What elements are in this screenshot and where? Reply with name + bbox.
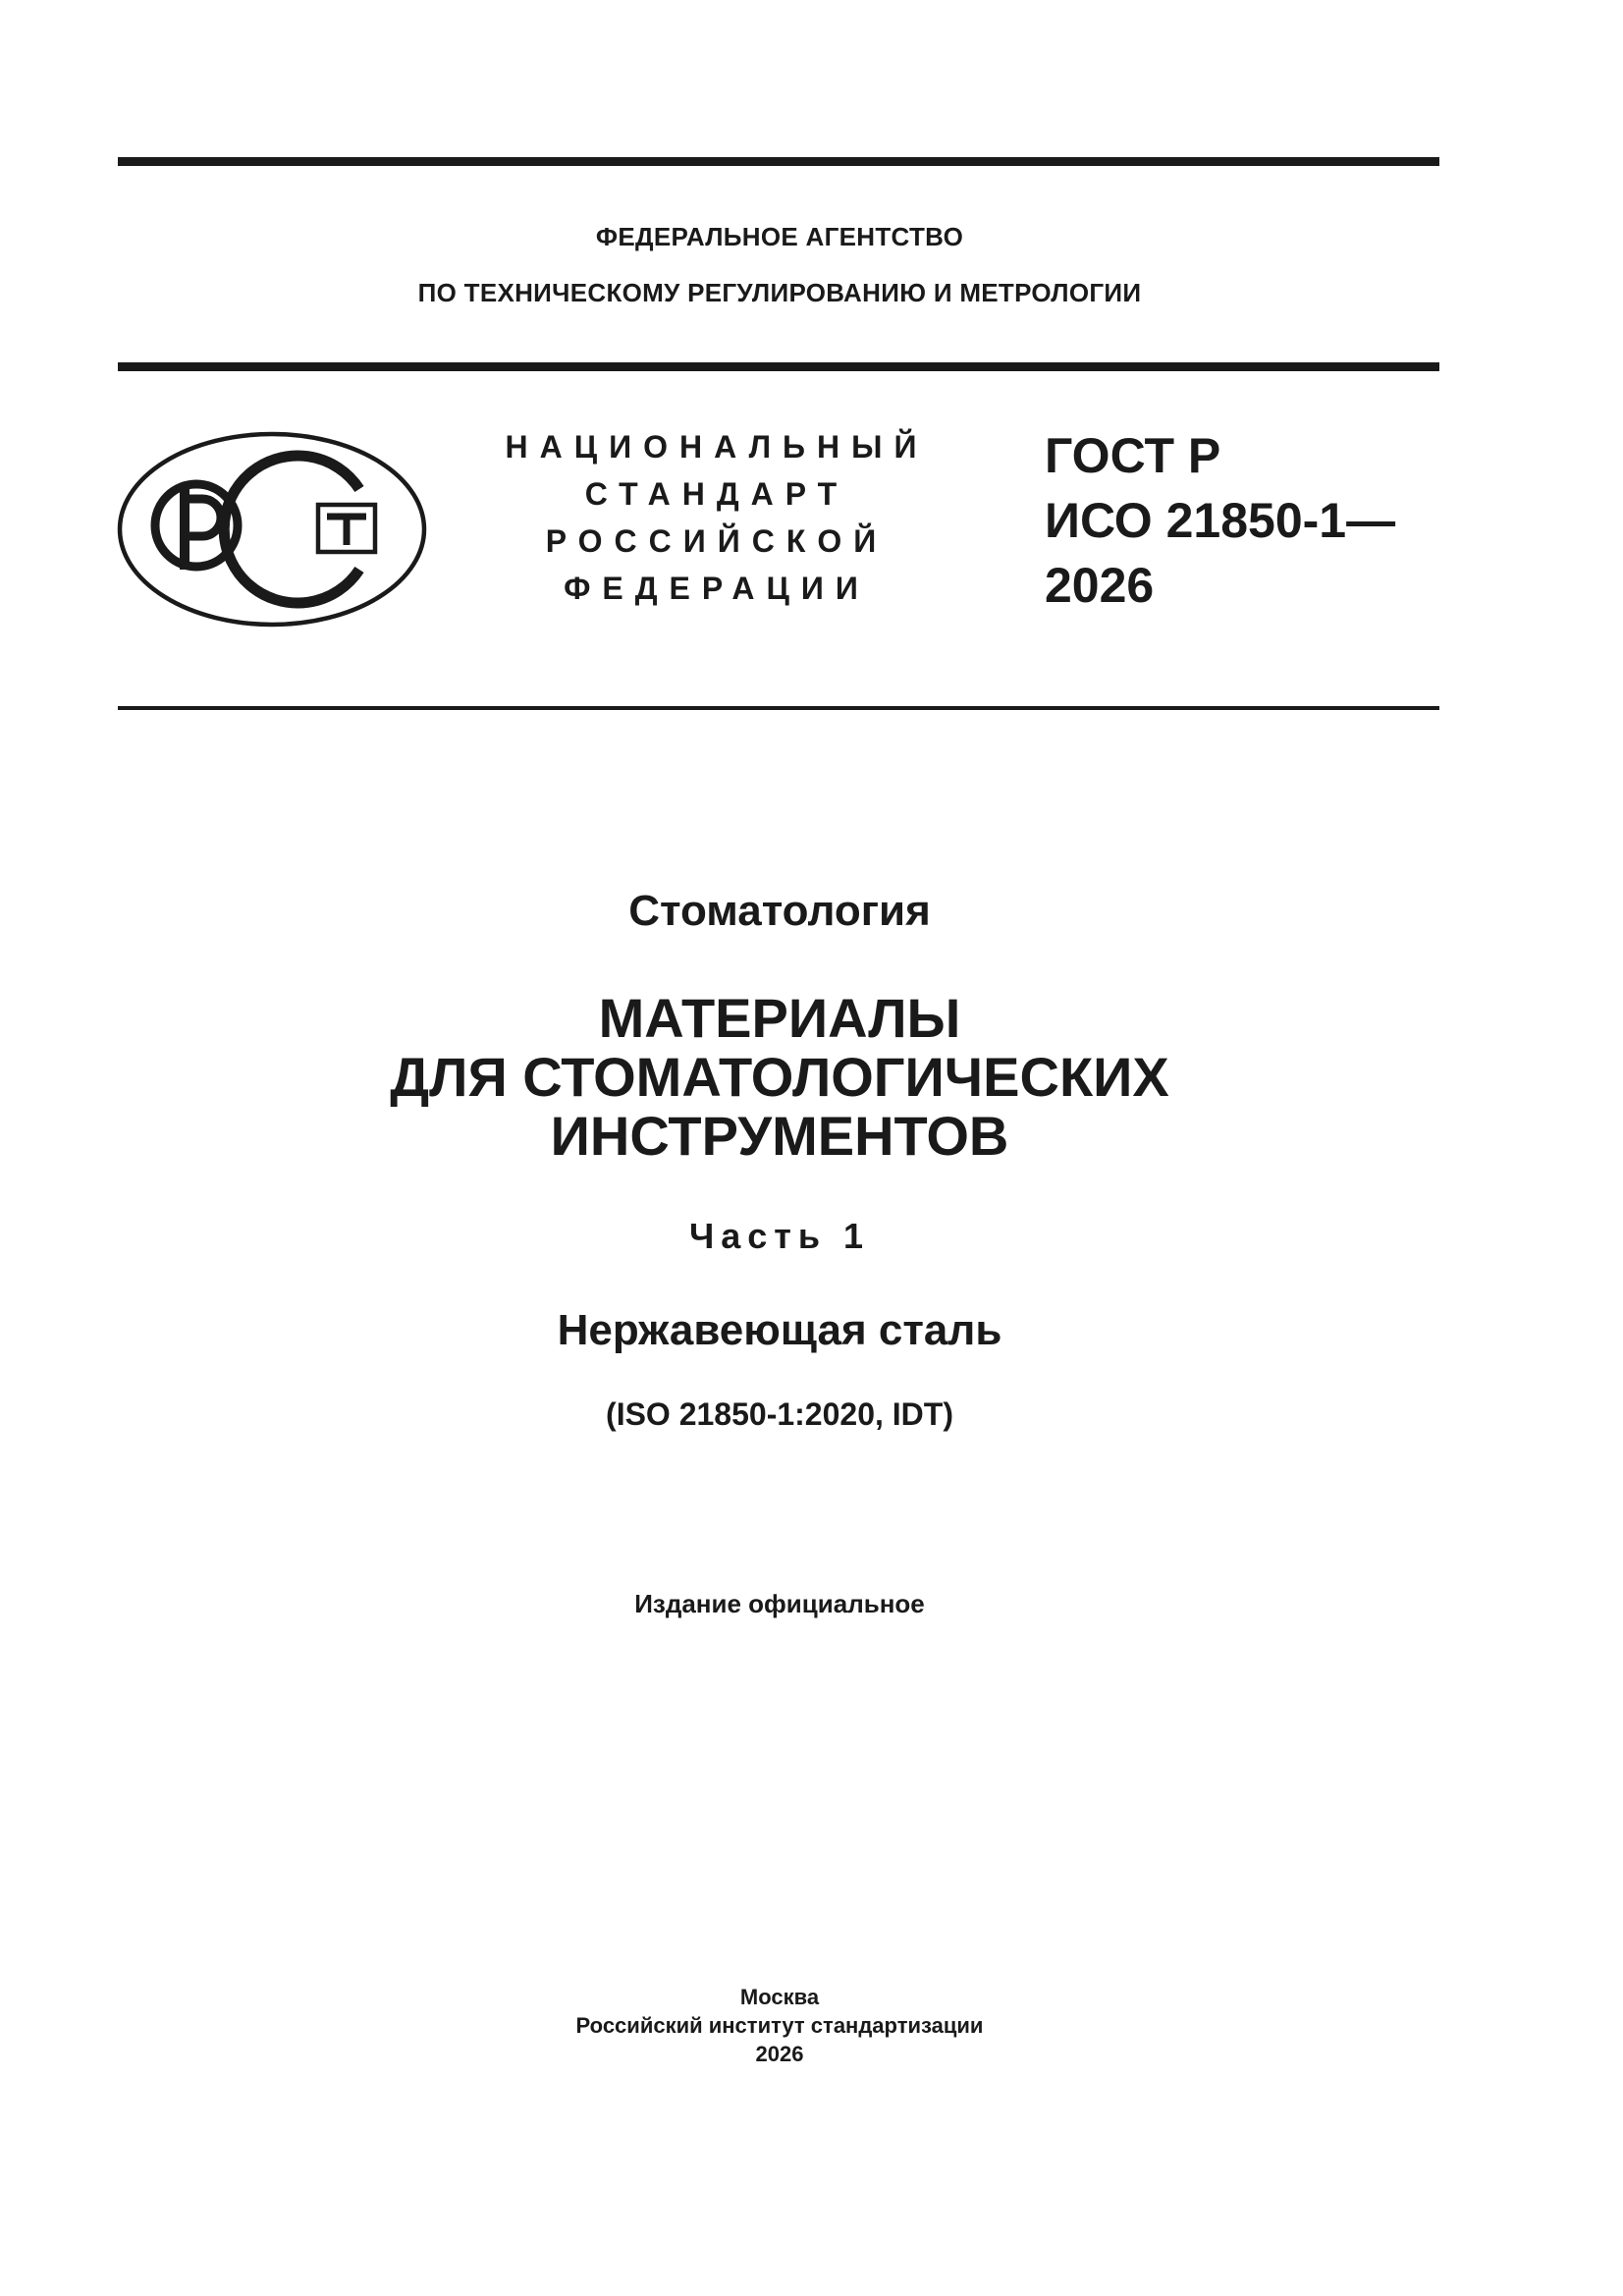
agency-name-line-2: ПО ТЕХНИЧЕСКОМУ РЕГУЛИРОВАНИЮ И МЕТРОЛОГИИ bbox=[417, 278, 1142, 307]
iso-reference: (ISO 21850-1:2020, IDT) bbox=[606, 1396, 953, 1432]
header-divider bbox=[118, 362, 1439, 371]
national-standard-line-3: РОССИЙСКОЙ bbox=[545, 523, 889, 559]
document-subtitle: Нержавеющая сталь bbox=[557, 1306, 1002, 1354]
imprint-year: 2026 bbox=[755, 2042, 804, 2066]
imprint-publisher: Российский институт стандартизации bbox=[575, 2013, 984, 2038]
document-subject: Стоматология bbox=[628, 887, 931, 935]
national-standard-line-1: НАЦИОНАЛЬНЫЙ bbox=[505, 429, 929, 465]
imprint-city: Москва bbox=[739, 1985, 820, 2009]
document-title-line-1: МАТЕРИАЛЫ bbox=[598, 987, 961, 1049]
document-title-line-2: ДЛЯ СТОМАТОЛОГИЧЕСКИХ bbox=[390, 1046, 1169, 1108]
top-divider bbox=[118, 157, 1439, 166]
rst-certification-mark-icon bbox=[116, 430, 428, 629]
document-title-line-3: ИНСТРУМЕНТОВ bbox=[550, 1105, 1009, 1167]
standard-designation-line-2: ИСО 21850-1— bbox=[1045, 493, 1396, 548]
standard-designation-line-1: ГОСТ Р bbox=[1045, 428, 1221, 483]
national-standard-line-4: ФЕДЕРАЦИИ bbox=[564, 571, 870, 606]
agency-name-line-1: ФЕДЕРАЛЬНОЕ АГЕНТСТВО bbox=[595, 222, 964, 251]
header-bottom-divider bbox=[118, 706, 1439, 710]
edition-note: Издание официальное bbox=[634, 1589, 925, 1618]
standard-designation-line-3: 2026 bbox=[1045, 558, 1155, 613]
document-part: Часть 1 bbox=[688, 1216, 871, 1256]
national-standard-line-2: СТАНДАРТ bbox=[584, 476, 849, 512]
